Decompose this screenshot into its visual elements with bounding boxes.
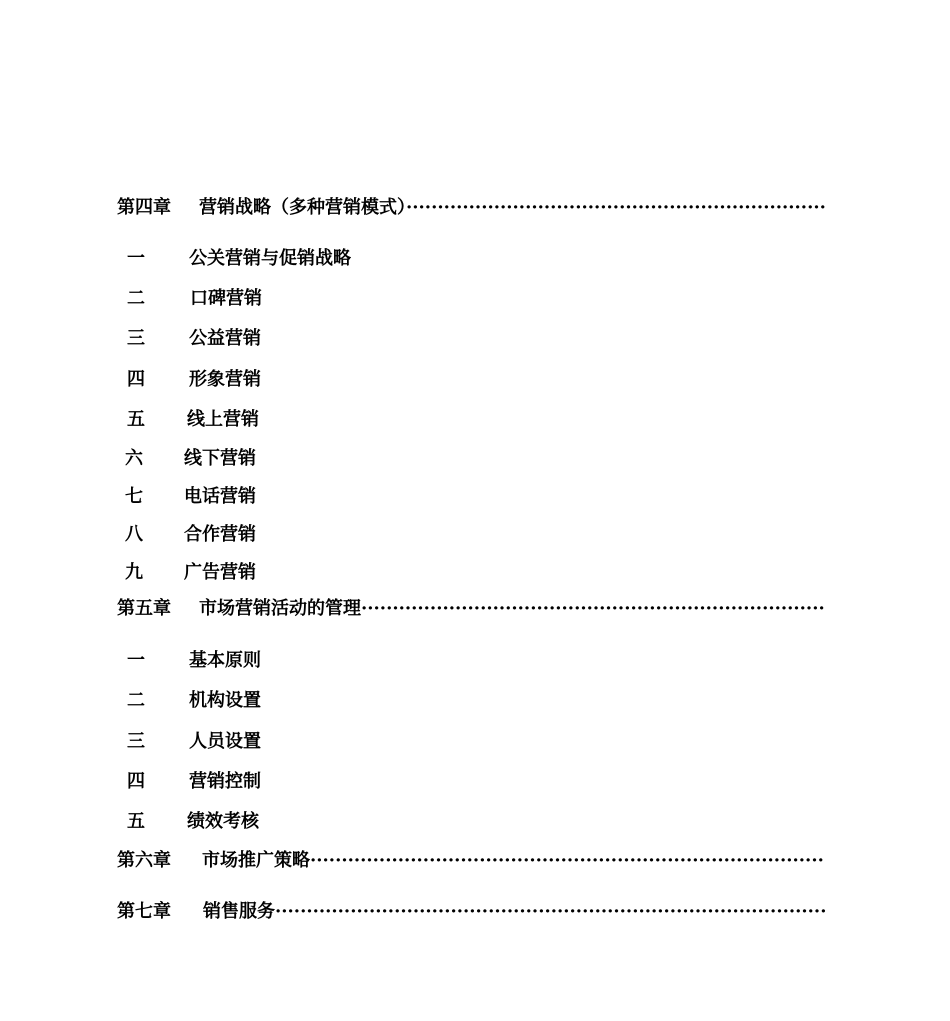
item-number: 二 [127, 690, 145, 711]
item-number: 一 [127, 248, 145, 269]
chapter-title: 市场营销活动的管理 [199, 598, 361, 619]
item-number: 三 [127, 731, 145, 752]
item-number: 六 [125, 448, 143, 469]
chapter-title: 销售服务 [203, 901, 275, 922]
item-number: 八 [125, 524, 143, 545]
chapter-title: 营销战略（多种营销模式） [199, 197, 406, 218]
item-number: 五 [127, 811, 145, 832]
chapter-title: 市场推广策略 [202, 850, 310, 871]
item-text: 合作营销 [184, 524, 256, 545]
item-number: 四 [127, 369, 145, 390]
chapter-number: 第七章 [117, 901, 171, 922]
item-number: 五 [127, 409, 145, 430]
item-number: 一 [127, 650, 145, 671]
item-text: 电话营销 [184, 486, 256, 507]
item-text: 线上营销 [187, 409, 259, 430]
toc-chapter-4[interactable] [117, 196, 826, 220]
item-text: 基本原则 [189, 650, 261, 671]
item-text: 营销控制 [189, 771, 261, 792]
item-text: 口碑营销 [190, 288, 262, 309]
item-text: 形象营销 [189, 369, 261, 390]
item-text: 绩效考核 [187, 811, 259, 832]
item-number: 四 [127, 771, 145, 792]
item-text: 广告营销 [184, 562, 256, 583]
chapter-number: 第五章 [117, 598, 171, 619]
item-text: 线下营销 [184, 448, 256, 469]
item-text: 公益营销 [189, 328, 261, 349]
toc-leader-dots: ························································································ [275, 901, 827, 922]
item-text: 人员设置 [189, 731, 261, 752]
item-number: 二 [127, 288, 145, 309]
toc-leader-dots: ·················································································· [310, 850, 824, 871]
item-text: 公关营销与促销战略 [189, 248, 351, 269]
toc-chapter-6[interactable] [117, 849, 824, 873]
item-number: 三 [127, 328, 145, 349]
item-number: 九 [125, 562, 143, 583]
chapter-number: 第四章 [117, 197, 171, 218]
toc-chapter-7[interactable] [117, 900, 826, 924]
toc-leader-dots: ··································································· [406, 197, 826, 218]
item-text: 机构设置 [189, 690, 261, 711]
item-number: 七 [125, 486, 143, 507]
toc-chapter-5[interactable] [117, 597, 825, 621]
toc-leader-dots: ·········································································· [361, 598, 825, 619]
chapter-number: 第六章 [117, 850, 171, 871]
